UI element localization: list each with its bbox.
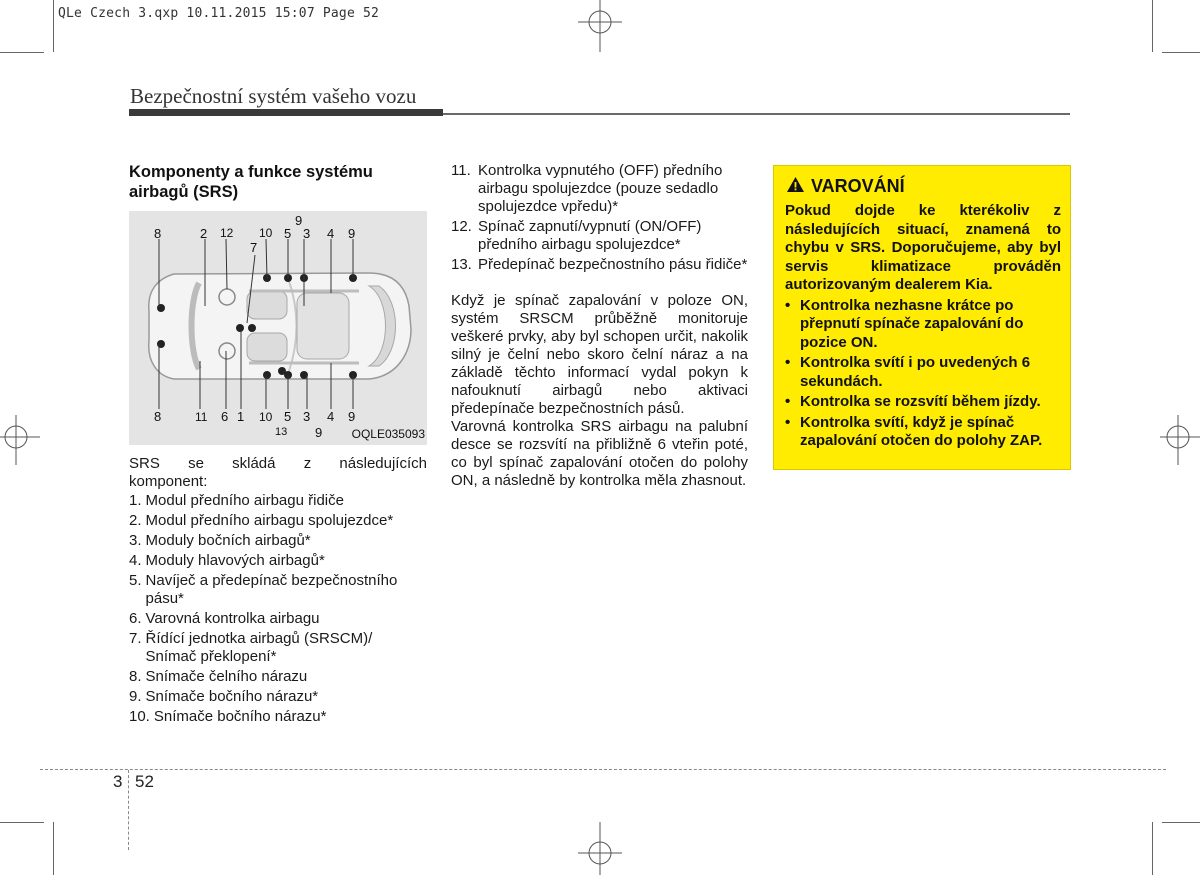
- figure-label: 6: [221, 409, 229, 424]
- list-item: 5. Navíječ a předepínač bezpečnostního pásu*: [129, 572, 398, 607]
- warning-bullet: • Kontrolka svítí i po uvedených 6 sekundách.: [785, 354, 1031, 390]
- header-rule-light: [443, 113, 1070, 115]
- intro-line2: komponent:: [129, 473, 208, 490]
- figure-label: 9: [295, 213, 303, 228]
- list-item: 8. Snímače čelního nárazu: [129, 668, 308, 685]
- print-slug: QLe Czech 3.qxp 10.11.2015 15:07 Page 52: [58, 6, 380, 21]
- list-item: 13. Předepínač bezpečnostního pásu řidiče*: [451, 256, 748, 273]
- list-item: 10. Snímače bočního nárazu*: [129, 708, 327, 725]
- page-number: 52: [135, 772, 154, 791]
- warning-body: [785, 202, 1061, 451]
- section-title-line2: airbagů (SRS): [129, 183, 239, 201]
- airbag-layout-figure: [129, 211, 427, 445]
- figure-label: 9: [315, 425, 323, 440]
- chapter-header-title: Bezpečnostní systém vašeho vozu: [130, 84, 417, 108]
- list-item: 2. Modul předního airbagu spolujezdce*: [129, 512, 394, 529]
- list-item: 7. Řídící jednotka airbagů (SRSCM)/ Snímač překlopení*: [129, 630, 373, 665]
- figure-label: 7: [250, 240, 258, 255]
- figure-label: 1: [237, 409, 245, 424]
- registration-mark-right: [1160, 410, 1200, 470]
- figure-label: 10: [259, 410, 273, 424]
- footer-rule: [40, 769, 1166, 770]
- figure-label: 4: [327, 409, 335, 424]
- figure-label: 12: [220, 226, 234, 240]
- section-heading: [129, 162, 427, 202]
- components-list-part1: [129, 492, 427, 726]
- list-item: 11. Kontrolka vypnutého (OFF) předního airbagu spolujezdce (pouze sedadlo spolujezdce vpředu)*: [451, 162, 723, 215]
- warning-triangle-icon: [786, 176, 805, 193]
- chapter-number: 3: [113, 772, 123, 791]
- figure-label: 3: [303, 226, 311, 241]
- figure-label: 2: [200, 226, 208, 241]
- figure-label: 4: [327, 226, 335, 241]
- components-intro: [129, 455, 427, 726]
- warning-bullet: • Kontrolka se rozsvítí během jízdy.: [785, 393, 1041, 410]
- warning-bullet: • Kontrolka svítí, když je spínač zapalování otočen do polohy ZAP.: [785, 413, 1043, 449]
- header-rule-dark: [129, 109, 443, 116]
- list-item: 4. Moduly hlavových airbagů*: [129, 552, 325, 569]
- footer-divider: [128, 770, 129, 850]
- list-item: 1. Modul předního airbagu řidiče: [129, 492, 344, 509]
- figure-label: 11: [195, 410, 208, 424]
- figure-label: 5: [284, 409, 292, 424]
- figure-label: 9: [348, 409, 356, 424]
- registration-mark-top: [570, 0, 630, 52]
- car-topview-illustration: [129, 211, 427, 445]
- figure-label: 10: [259, 226, 273, 240]
- figure-label: 13: [275, 426, 288, 438]
- paragraph-monitoring: Když je spínač zapalování v poloze ON, systém SRSCM průběžně monitoruje veškeré prvky, aby byl schopen určit, nakolik silný je čelní nebo skoro čelní náraz a na základě těchto informací vydal pokyn k nafouknutí airbagů nebo aktivaci předepínače bezpečnostních pásů.: [451, 292, 748, 417]
- section-title-line1: Komponenty a funkce systému: [129, 163, 373, 181]
- warning-title: VAROVÁNÍ: [811, 176, 905, 196]
- figure-label: 5: [284, 226, 292, 241]
- registration-mark-left: [0, 410, 40, 470]
- list-item: 9. Snímače bočního nárazu*: [129, 688, 319, 705]
- figure-label: 8: [154, 226, 162, 241]
- list-item: 3. Moduly bočních airbagů*: [129, 532, 311, 549]
- paragraph-warning-light: Varovná kontrolka SRS airbagu na palubní desce se rozsvítí na přibližně 6 vteřin poté, co byl spínač zapalování otočen do polohy ON, a následně by kontrolka měla zhasnout.: [451, 418, 748, 489]
- list-item: 6. Varovná kontrolka airbagu: [129, 610, 320, 627]
- intro-line1: SRS se skládá z následujících: [129, 455, 427, 472]
- figure-label: 3: [303, 409, 311, 424]
- figure-code: OQLE035093: [351, 427, 425, 441]
- figure-label: 9: [348, 226, 356, 241]
- registration-mark-bottom: [570, 822, 630, 875]
- warning-box: [773, 165, 1071, 470]
- list-item: 12. Spínač zapnutí/vypnutí (ON/OFF) předního airbagu spolujezdce*: [451, 218, 702, 253]
- column-two-text: [451, 162, 748, 490]
- figure-label: 8: [154, 409, 162, 424]
- warning-heading: [786, 176, 905, 197]
- warning-text: Pokud dojde ke kterékoliv z následujících situací, znamená to chybu v SRS. Doporučujeme, aby byl servis klimatizace prováděn autorizovaným dealerem Kia.: [785, 202, 1061, 293]
- warning-bullet: • Kontrolka nezhasne krátce po přepnutí spínače zapalování do pozice ON.: [785, 296, 1024, 351]
